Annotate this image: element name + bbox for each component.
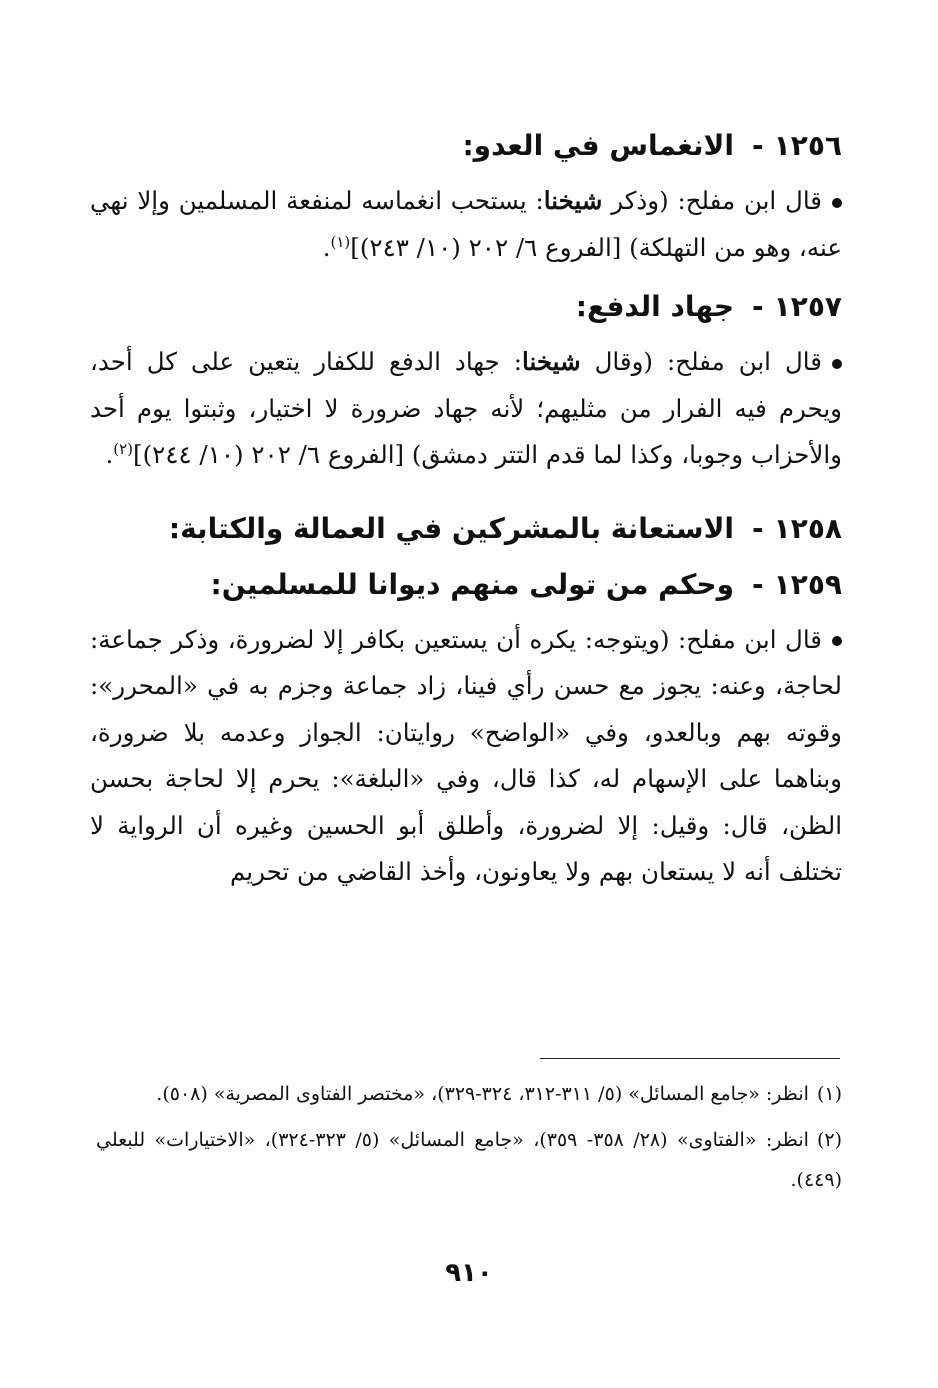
- section-heading-1258: [90, 501, 842, 557]
- section-heading-1259: [90, 557, 842, 613]
- section-dash: -: [752, 567, 764, 601]
- footnote-2: [96, 1120, 842, 1200]
- footnote-divider: [540, 1058, 840, 1059]
- paragraph-body: قال ابن مفلح: (ويتوجه: يكره أن يستعين بكافر إلا لضرورة، وذكر جماعة: لحاجة، وعنه: يجوز مع حسن رأي فينا، زاد جماعة وجزم به في «المحرر»: وقوته بهم وبالعدو، وفي «الواضح» روايتان: الجواز وعدمه بلا ضرورة، وبناهما على الإسهام له، كذا قال، وفي «البلغة»: يحرم إلا لحاجة بحسن الظن، قال: وقيل: إلا لضرورة، وأطلق أبو الحسين وغيره أن الرواية لا تختلف أنه لا يستعان بهم ولا يعاونون، وأخذ القاضي من تحريم: [90, 624, 842, 886]
- paragraph-intro: قال ابن مفلح: (وقال: [594, 347, 822, 376]
- footnote-mark: (٢): [816, 1129, 842, 1151]
- footnote-ref: (١): [330, 232, 351, 251]
- page-number: ٩١٠: [445, 1258, 493, 1288]
- bullet-icon: [832, 636, 842, 646]
- section-heading-1257: [90, 279, 842, 335]
- footnotes: [96, 1074, 842, 1206]
- footnote-text: انظر: «الفتاوى» (٢٨/ ٣٥٨- ٣٥٩)، «جامع المسائل» (٥/ ٣٢٣-٣٢٤)، «الاختيارات» للبعلي (٤٤٩).: [96, 1129, 842, 1191]
- paragraph-sheikh: شيخنا: [522, 347, 581, 376]
- paragraph-end: .: [322, 232, 331, 262]
- section-paragraph-1259: [90, 617, 842, 896]
- bullet-icon: [832, 198, 842, 208]
- section-dash: -: [752, 290, 764, 323]
- section-title: الاستعانة بالمشركين في العمالة والكتابة:: [168, 511, 735, 545]
- section-paragraph-1257: [90, 339, 842, 479]
- section-heading-1256: [90, 118, 842, 174]
- paragraph-sheikh: شيخنا: [543, 186, 603, 215]
- section-dash: -: [752, 129, 764, 162]
- paragraph-end: .: [105, 440, 114, 469]
- section-number: ١٢٥٩: [773, 567, 842, 601]
- paragraph-intro: قال ابن مفلح: (وذكر: [611, 186, 822, 215]
- section-number: ١٢٥٨: [773, 511, 842, 545]
- page-body: [90, 118, 842, 904]
- footnote-text: انظر: «جامع المسائل» (٥/ ٣١١-٣١٢، ٣٢٤-٣٢٩)، «مختصر الفتاوى المصرية» (٥٠٨).: [156, 1083, 809, 1105]
- section-number: ١٢٥٧: [773, 290, 842, 323]
- section-title: جهاد الدفع:: [575, 290, 735, 323]
- section-gap: [90, 487, 842, 501]
- footnote-ref: (٢): [113, 439, 134, 458]
- section-title: الانغماس في العدو:: [462, 129, 735, 162]
- paragraph-body: : يستحب انغماسه لمنفعة المسلمين وإلا نهي عنه، وهو من التهلكة) [الفروع ٦/ ٢٠٢ (١٠/ ٢٤٣)]: [90, 186, 842, 262]
- section-number: ١٢٥٦: [773, 129, 842, 162]
- bullet-icon: [832, 359, 842, 369]
- section-paragraph-1256: [90, 178, 842, 271]
- paragraph-body: : جهاد الدفع للكفار يتعين على كل أحد، ويحرم فيه الفرار من مثليهم؛ لأنه جهاد ضرورة لا اختيار، وثبتوا يوم أحد والأحزاب وجوبا، وكذا لما قدم التتر دمشق) [الفروع ٦/ ٢٠٢ (١٠/ ٢٤٤)]: [90, 347, 842, 469]
- footnote-1: [96, 1074, 842, 1114]
- section-dash: -: [752, 511, 764, 545]
- section-title: وحكم من تولى منهم ديوانا للمسلمين:: [210, 567, 735, 601]
- footnote-mark: (١): [816, 1083, 842, 1105]
